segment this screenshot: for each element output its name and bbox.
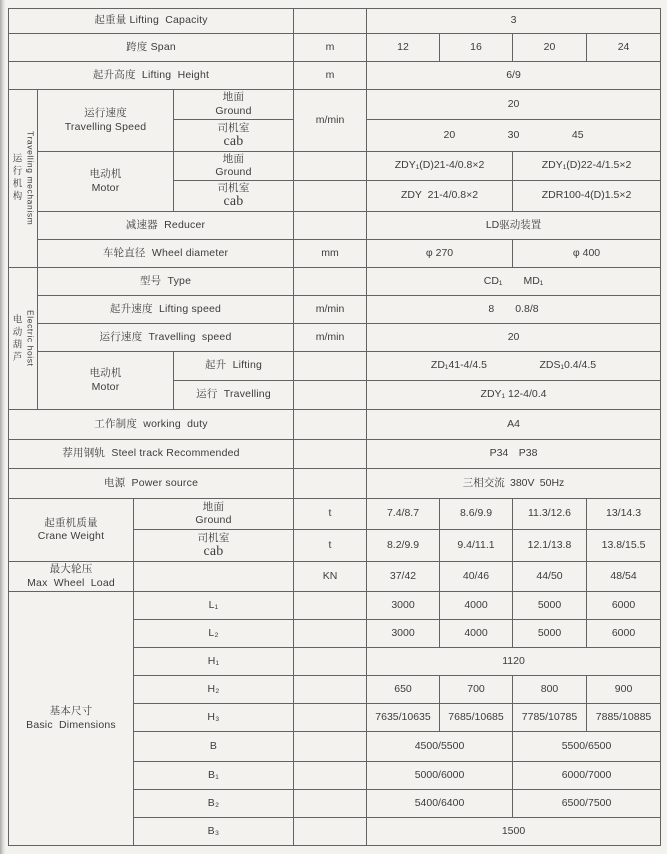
unit-crane-weight-cab (294, 530, 367, 562)
value-H2-16 (440, 676, 513, 704)
cell-text-line: φ 400 (572, 246, 601, 259)
value-H2-12 (367, 676, 440, 704)
unit-lifting-capacity (294, 9, 367, 34)
value-span-16 (440, 34, 513, 62)
cell-text-line: 12 (397, 40, 409, 53)
cell-text-line: L₁ (208, 598, 219, 611)
cell-text-line: 7.4/8.7 (386, 507, 420, 520)
cell-text-line: 4500/5500 (414, 739, 465, 752)
label-power-source (9, 469, 294, 499)
cell-text-line: ZDY₁(D)21-4/0.8×2 (394, 159, 485, 172)
cell-text-line: 8.6/9.9 (459, 507, 493, 520)
value-H3-24 (587, 704, 661, 732)
cell-text-line: 4000 (464, 598, 488, 611)
label-dim-B1 (134, 762, 294, 790)
cell-text-line: cab (223, 133, 244, 149)
value-cw-ground-20 (513, 499, 587, 530)
label-span (9, 34, 294, 62)
cell-text-line: 起升高度 Lifting Height (92, 68, 210, 81)
label-travelling-speed-ground (174, 90, 294, 120)
group-label-zh: 运行机构 (10, 153, 22, 204)
value-L1-16 (440, 592, 513, 620)
cell-text-line: Basic Dimensions (26, 718, 116, 731)
cell-text-line: 4000 (464, 626, 488, 639)
unit-travel-motor-cab (294, 181, 367, 212)
label-lifting-height (9, 62, 294, 90)
group-label-en: Electric hoist (25, 310, 36, 367)
value-travelling-speed-ground (367, 90, 661, 120)
cell-text-line: 地面 (222, 152, 245, 165)
unit-reducer (294, 212, 367, 240)
table-row (9, 296, 661, 324)
label-dim-B2 (134, 790, 294, 818)
unit-power-source (294, 469, 367, 499)
cell-text-line: 650 (394, 682, 412, 695)
value-cw-ground-16 (440, 499, 513, 530)
cell-text-line: Travelling Speed (64, 120, 147, 133)
unit-travelling-speed (294, 90, 367, 152)
cell-text-line: 三相交流 380V 50Hz (462, 476, 565, 489)
scanner-edge-shadow (0, 0, 6, 854)
value-mwl-12 (367, 562, 440, 592)
table-row (9, 592, 661, 620)
table-row (9, 469, 661, 499)
label-hoist-motor-lifting (174, 352, 294, 381)
cell-text-line: Ground (215, 166, 252, 178)
cell-text-line: 电动机 (89, 367, 122, 380)
value-motor-cab-b (513, 181, 661, 212)
cell-text-line: ZDY₁ 12-4/0.4 (480, 388, 547, 401)
unit-B1 (294, 762, 367, 790)
group-electric-hoist (9, 268, 38, 410)
label-crane-weight-cab (134, 530, 294, 562)
value-cw-cab-12 (367, 530, 440, 562)
value-span-24 (587, 34, 661, 62)
cell-text-line: 11.3/12.6 (528, 507, 572, 520)
value-B3 (367, 818, 661, 846)
cell-text-line: B₃ (207, 824, 220, 837)
table-row (9, 410, 661, 440)
value-L2-16 (440, 620, 513, 648)
cell-text-line: 车轮直径 Wheel diameter (102, 246, 229, 259)
cell-text-line: 运行速度 (84, 107, 127, 120)
cell-text-line: m (325, 40, 335, 53)
cell-text-line: 7635/10635 (375, 710, 431, 723)
value-B1-b (513, 762, 661, 790)
unit-steel-track (294, 440, 367, 469)
table-row (9, 499, 661, 530)
value-motor-ground-a (367, 152, 513, 181)
table-row (9, 62, 661, 90)
cell-text-line: 5400/6400 (414, 796, 465, 809)
value-steel-track (367, 440, 661, 469)
label-lifting-speed (38, 296, 294, 324)
cell-text-line: 700 (467, 682, 485, 695)
cell-text-line: 5000/6000 (414, 768, 465, 781)
cell-text-line: Crane Weight (37, 530, 105, 542)
cell-text-line: 13/14.3 (606, 507, 642, 520)
value-motor-cab-a (367, 181, 513, 212)
cell-text-line: KN (322, 569, 338, 582)
label-type (38, 268, 294, 296)
unit-L2 (294, 620, 367, 648)
cell-text-line: cab (223, 194, 244, 210)
value-hoist-travelling-speed (367, 324, 661, 352)
cell-text-line: 7685/10685 (448, 710, 504, 723)
value-L1-24 (587, 592, 661, 620)
table-row (9, 152, 661, 181)
label-dim-L1 (134, 592, 294, 620)
value-L2-24 (587, 620, 661, 648)
cell-text-line: t (328, 538, 332, 551)
cell-text-line: 工作制度 working duty (94, 417, 208, 430)
cell-text-line: B₁ (208, 768, 219, 781)
unit-B (294, 732, 367, 762)
unit-L1 (294, 592, 367, 620)
cell-text-line: P34 P38 (489, 447, 538, 460)
value-H2-24 (587, 676, 661, 704)
value-lifting-height (367, 62, 661, 90)
cell-text-line: 37/42 (389, 569, 417, 582)
cell-text-line: H₂ (207, 682, 220, 695)
cell-text-line: 900 (614, 682, 633, 695)
value-cw-cab-16 (440, 530, 513, 562)
vertical-group-label (11, 131, 35, 225)
table-row (9, 212, 661, 240)
unit-hoist-motor-lifting (294, 352, 367, 381)
cell-text-line: Ground (215, 104, 252, 117)
cell-text-line: 20 (507, 330, 520, 343)
cell-text-line: 基本尺寸 (49, 705, 93, 718)
cell-text-line: 司机室 (217, 121, 250, 134)
label-dim-L2 (134, 620, 294, 648)
label-steel-track (9, 440, 294, 469)
cell-text-line: 3000 (391, 598, 415, 611)
label-travelling-speed (38, 90, 174, 152)
cell-text-line: 1500 (501, 824, 526, 837)
unit-hoist-travelling-speed (294, 324, 367, 352)
cell-text-line: φ 270 (425, 246, 454, 259)
cell-text-line: 司机室 (217, 182, 250, 195)
cell-text-line: 9.4/11.1 (457, 538, 495, 551)
cell-text-line: 起升速度 Lifting speed (109, 302, 222, 315)
value-mwl-24 (587, 562, 661, 592)
value-L1-12 (367, 592, 440, 620)
cell-text-line: 5000 (537, 598, 562, 611)
cell-text-line: ZDY₁(D)22-4/1.5×2 (541, 159, 632, 172)
table-row (9, 268, 661, 296)
unit-crane-weight-ground (294, 499, 367, 530)
value-H3-12 (367, 704, 440, 732)
table-row (9, 9, 661, 34)
value-reducer (367, 212, 661, 240)
cell-text-line: 12.1/13.8 (527, 538, 572, 551)
value-mwl-16 (440, 562, 513, 592)
cell-text-line: Motor (91, 181, 120, 194)
cell-text-line: m/min (315, 113, 345, 126)
label-hoist-motor-travelling (174, 381, 294, 410)
value-travelling-speed-cab (367, 120, 661, 152)
cell-max-wheel-load-blank (134, 562, 294, 592)
cell-text-line: 起重机质量 (44, 516, 98, 529)
cell-text-line: 44/50 (536, 569, 563, 582)
cell-text-line: B₂ (207, 796, 220, 809)
cell-text-line: CD₁ MD₁ (483, 274, 544, 287)
cell-text-line: 地面 (202, 500, 225, 513)
cell-text-line: mm (321, 246, 339, 259)
cell-text-line: 电源 Power source (103, 476, 199, 489)
cell-text-line: 7785/10785 (521, 710, 578, 723)
unit-H1 (294, 648, 367, 676)
value-working-duty (367, 410, 661, 440)
value-L2-12 (367, 620, 440, 648)
value-cw-cab-24 (587, 530, 661, 562)
label-basic-dimensions (9, 592, 134, 846)
cell-text-line: 最大轮压 (49, 563, 93, 576)
value-H3-20 (513, 704, 587, 732)
label-dim-B (134, 732, 294, 762)
cell-text-line: 5500/6500 (561, 739, 612, 752)
label-dim-H2 (134, 676, 294, 704)
value-wheel-diameter-a (367, 240, 513, 268)
label-dim-B3 (134, 818, 294, 846)
value-cw-cab-20 (513, 530, 587, 562)
cell-text-line: 起重量 Lifting Capacity (94, 14, 208, 27)
unit-travel-motor-ground (294, 152, 367, 181)
cell-text-line: 20 (507, 97, 520, 110)
cell-text-line: 24 (617, 40, 630, 53)
label-hoist-motor (38, 352, 174, 410)
cell-text-line: L₂ (208, 626, 219, 639)
value-H1 (367, 648, 661, 676)
table-row (9, 562, 661, 592)
label-working-duty (9, 410, 294, 440)
cell-text-line: B (209, 739, 218, 752)
cell-text-line: m/min (315, 302, 345, 315)
value-span-20 (513, 34, 587, 62)
value-L2-20 (513, 620, 587, 648)
cell-text-line: ZD₁41-4/4.5 ZDS₁0.4/4.5 (430, 359, 597, 372)
value-L1-20 (513, 592, 587, 620)
label-wheel-diameter (38, 240, 294, 268)
cell-text-line: 司机室 (197, 531, 230, 544)
unit-wheel-diameter (294, 240, 367, 268)
group-label-en: Travelling mechanism (25, 131, 36, 226)
cell-text-line: 800 (540, 682, 559, 695)
value-B-a (367, 732, 513, 762)
label-lifting-capacity (9, 9, 294, 34)
cell-text-line: H₃ (207, 710, 220, 723)
cell-text-line: 荐用钢轨 Steel track Recommended (62, 447, 240, 460)
cell-text-line: 6000 (611, 626, 636, 639)
cell-text-line: 20 30 45 (443, 128, 584, 141)
label-travel-motor-ground (174, 152, 294, 181)
cell-text-line: m/min (315, 330, 345, 343)
cell-text-line: 6000 (611, 598, 636, 611)
label-max-wheel-load (9, 562, 134, 592)
value-B2-a (367, 790, 513, 818)
cell-text-line: Max Wheel Load (27, 576, 115, 589)
cell-text-line: cab (203, 543, 224, 559)
label-dim-H3 (134, 704, 294, 732)
cell-text-line: A4 (507, 417, 520, 430)
unit-lifting-height (294, 62, 367, 90)
value-cw-ground-24 (587, 499, 661, 530)
label-dim-H1 (134, 648, 294, 676)
cell-text-line: 3 (510, 14, 517, 27)
label-reducer (38, 212, 294, 240)
cell-text-line: 减速器 Reducer (125, 218, 206, 231)
cell-text-line: 13.8/15.5 (601, 538, 646, 551)
cell-text-line: Motor (91, 380, 120, 393)
table-row (9, 34, 661, 62)
value-span-12 (367, 34, 440, 62)
unit-max-wheel-load (294, 562, 367, 592)
table-row (9, 440, 661, 469)
cell-text-line: LD驱动装置 (485, 218, 542, 231)
value-type (367, 268, 661, 296)
value-cw-ground-12 (367, 499, 440, 530)
cell-text-line: 3000 (391, 626, 415, 639)
cell-text-line: 1120 (502, 654, 525, 667)
value-motor-ground-b (513, 152, 661, 181)
table-row (9, 90, 661, 120)
vertical-group-label (11, 310, 35, 367)
group-travelling-mechanism (9, 90, 38, 268)
value-power-source (367, 469, 661, 499)
label-travelling-speed-cab (174, 120, 294, 152)
value-lifting-capacity (367, 9, 661, 34)
cell-text-line: 8 0.8/8 (488, 302, 539, 315)
cell-text-line: 40/46 (462, 569, 490, 582)
spec-table (8, 8, 661, 846)
cell-text-line: 5000 (537, 626, 562, 639)
cell-text-line: 8.2/9.9 (386, 538, 420, 551)
value-B2-b (513, 790, 661, 818)
unit-H3 (294, 704, 367, 732)
label-travel-motor (38, 152, 174, 212)
cell-text-line: t (328, 507, 332, 520)
unit-working-duty (294, 410, 367, 440)
unit-lifting-speed (294, 296, 367, 324)
cell-text-line: 16 (470, 40, 482, 53)
label-crane-weight (9, 499, 134, 562)
value-wheel-diameter-b (513, 240, 661, 268)
value-hoist-motor-lifting (367, 352, 661, 381)
cell-text-line: ZDR100-4(D)1.5×2 (541, 189, 632, 202)
table-row (9, 352, 661, 381)
group-label-zh: 电动葫芦 (10, 313, 22, 364)
value-mwl-20 (513, 562, 587, 592)
cell-text-line: 20 (543, 40, 556, 53)
value-lifting-speed (367, 296, 661, 324)
cell-text-line: 6000/7000 (561, 768, 612, 781)
cell-text-line: H₁ (207, 654, 220, 667)
value-B-b (513, 732, 661, 762)
value-H2-20 (513, 676, 587, 704)
unit-B3 (294, 818, 367, 846)
cell-text-line: 运行速度 Travelling speed (99, 330, 232, 343)
unit-hoist-motor-travelling (294, 381, 367, 410)
label-crane-weight-ground (134, 499, 294, 530)
label-hoist-travelling-speed (38, 324, 294, 352)
cell-text-line: ZDY 21-4/0.8×2 (400, 189, 479, 202)
cell-text-line: 跨度 Span (126, 40, 176, 53)
cell-text-line: 电动机 (89, 168, 122, 181)
unit-B2 (294, 790, 367, 818)
unit-H2 (294, 676, 367, 704)
cell-text-line: 48/54 (610, 569, 637, 582)
table-row (9, 240, 661, 268)
cell-text-line: 运行 Travelling (196, 388, 271, 401)
cell-text-line: 6500/7500 (561, 796, 612, 809)
value-hoist-motor-travelling (367, 381, 661, 410)
cell-text-line: 地面 (222, 91, 245, 104)
unit-span (294, 34, 367, 62)
value-H3-16 (440, 704, 513, 732)
cell-text-line: 起升 Lifting (204, 359, 263, 372)
table-row (9, 324, 661, 352)
cell-text-line: 6/9 (506, 68, 521, 81)
cell-text-line: 型号 Type (139, 274, 192, 287)
value-B1-a (367, 762, 513, 790)
cell-text-line: Ground (195, 514, 232, 526)
label-travel-motor-cab (174, 181, 294, 212)
cell-text-line: 7885/10885 (595, 710, 652, 723)
unit-type (294, 268, 367, 296)
cell-text-line: m (325, 68, 335, 81)
